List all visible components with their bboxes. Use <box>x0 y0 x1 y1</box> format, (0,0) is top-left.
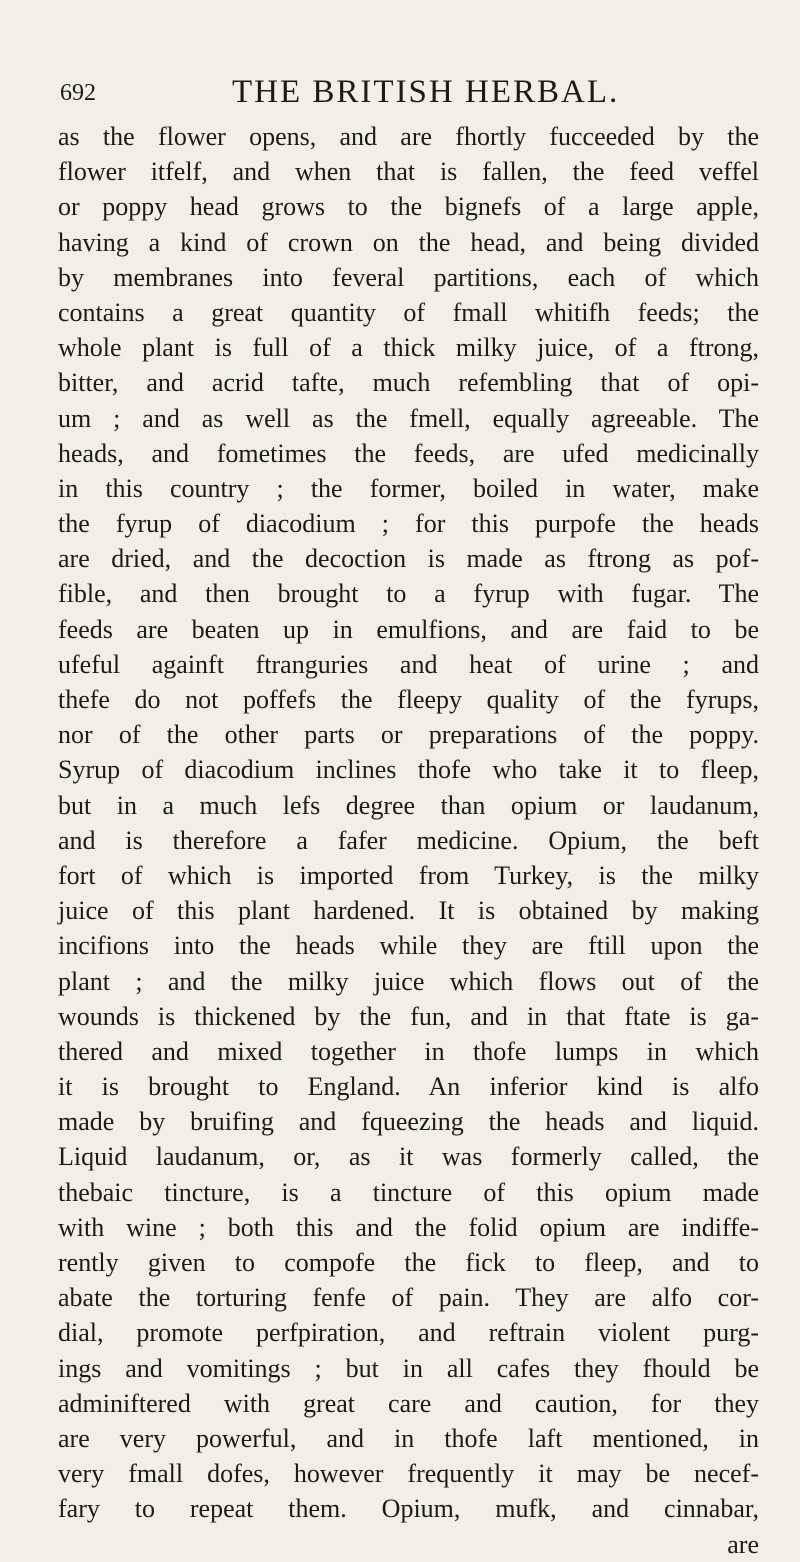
text-line: adminiftered with great care and caution, for they <box>58 1388 759 1418</box>
text-line: dial, promote perfpiration, and reftrain violent purg- <box>58 1318 759 1348</box>
text-line: by membranes into feveral partitions, each of which <box>58 262 759 292</box>
text-line: Syrup of diacodium inclines thofe who take it to fleep, <box>58 755 759 785</box>
text-line: as the flower opens, and are fhortly fucceeded by the <box>58 122 759 151</box>
text-line: wounds is thickened by the fun, and in that ftate is ga- <box>58 1001 759 1031</box>
text-line: with wine ; both this and the folid opium are indiffe- <box>58 1212 759 1242</box>
text-line: are dried, and the decoction is made as ftrong as pof- <box>58 544 759 574</box>
text-line: plant ; and the milky juice which flows out of the <box>58 966 759 996</box>
text-line: in this country ; the former, boiled in water, make <box>58 473 759 503</box>
text-line: it is brought to England. An inferior kind is alfo <box>58 1072 759 1102</box>
text-line: whole plant is full of a thick milky juice, of a ftrong, <box>58 333 759 363</box>
text-line: nor of the other parts or preparations of the poppy. <box>58 720 759 750</box>
text-line: rently given to compofe the fick to fleep, and to <box>58 1248 759 1277</box>
body-text <box>58 119 762 1562</box>
text-line: but in a much lefs degree than opium or laudanum, <box>58 790 759 820</box>
text-line: the fyrup of diacodium ; for this purpofe the heads <box>58 509 759 539</box>
text-line: heads, and fometimes the feeds, are ufed medicinally <box>58 438 759 468</box>
text-line: juice of this plant hardened. It is obtained by making <box>58 896 759 926</box>
text-line: um ; and as well as the fmell, equally agreeable. The <box>58 403 759 433</box>
text-line: fary to repeat them. Opium, mufk, and cinnabar, <box>58 1494 759 1524</box>
text-line: made by bruifing and fqueezing the heads and liquid. <box>58 1107 759 1137</box>
text-line: bitter, and acrid tafte, much refembling that of opi- <box>58 368 759 398</box>
text-line: and is therefore a fafer medicine. Opium, the beft <box>58 825 759 855</box>
text-line: ufeful againft ftranguries and heat of urine ; and <box>58 649 759 679</box>
catchword: are <box>727 1529 759 1559</box>
text-line: abate the torturing fenfe of pain. They are alfo cor- <box>58 1283 759 1313</box>
text-line: contains a great quantity of fmall whitifh feeds; the <box>58 297 759 327</box>
text-line: thebaic tincture, is a tincture of this opium made <box>58 1177 759 1207</box>
text-line: feeds are beaten up in emulfions, and are faid to be <box>58 614 759 644</box>
text-line: thefe do not poffefs the fleepy quality of the fyrups, <box>58 685 759 714</box>
text-line: Liquid laudanum, or, as it was formerly called, the <box>58 1142 759 1172</box>
text-line: flower itfelf, and when that is fallen, the feed veffel <box>58 157 759 187</box>
text-line: fort of which is imported from Turkey, is the milky <box>58 860 759 890</box>
running-head <box>58 52 762 110</box>
text-line: thered and mixed together in thofe lumps in which <box>58 1036 759 1066</box>
text-line: very fmall dofes, however frequently it may be necef- <box>58 1459 759 1489</box>
running-title: THE BRITISH HERBAL. <box>232 74 620 110</box>
text-line: having a kind of crown on the head, and being divided <box>58 227 759 257</box>
page-number: 692 <box>60 80 96 106</box>
text-line: or poppy head grows to the bignefs of a large apple, <box>58 192 759 222</box>
text-line: incifions into the heads while they are ftill upon the <box>58 931 759 961</box>
text-line: ings and vomitings ; but in all cafes they fhould be <box>58 1353 759 1383</box>
text-line: are very powerful, and in thofe laft mentioned, in <box>58 1423 759 1453</box>
text-line: fible, and then brought to a fyrup with fugar. The <box>58 579 759 609</box>
